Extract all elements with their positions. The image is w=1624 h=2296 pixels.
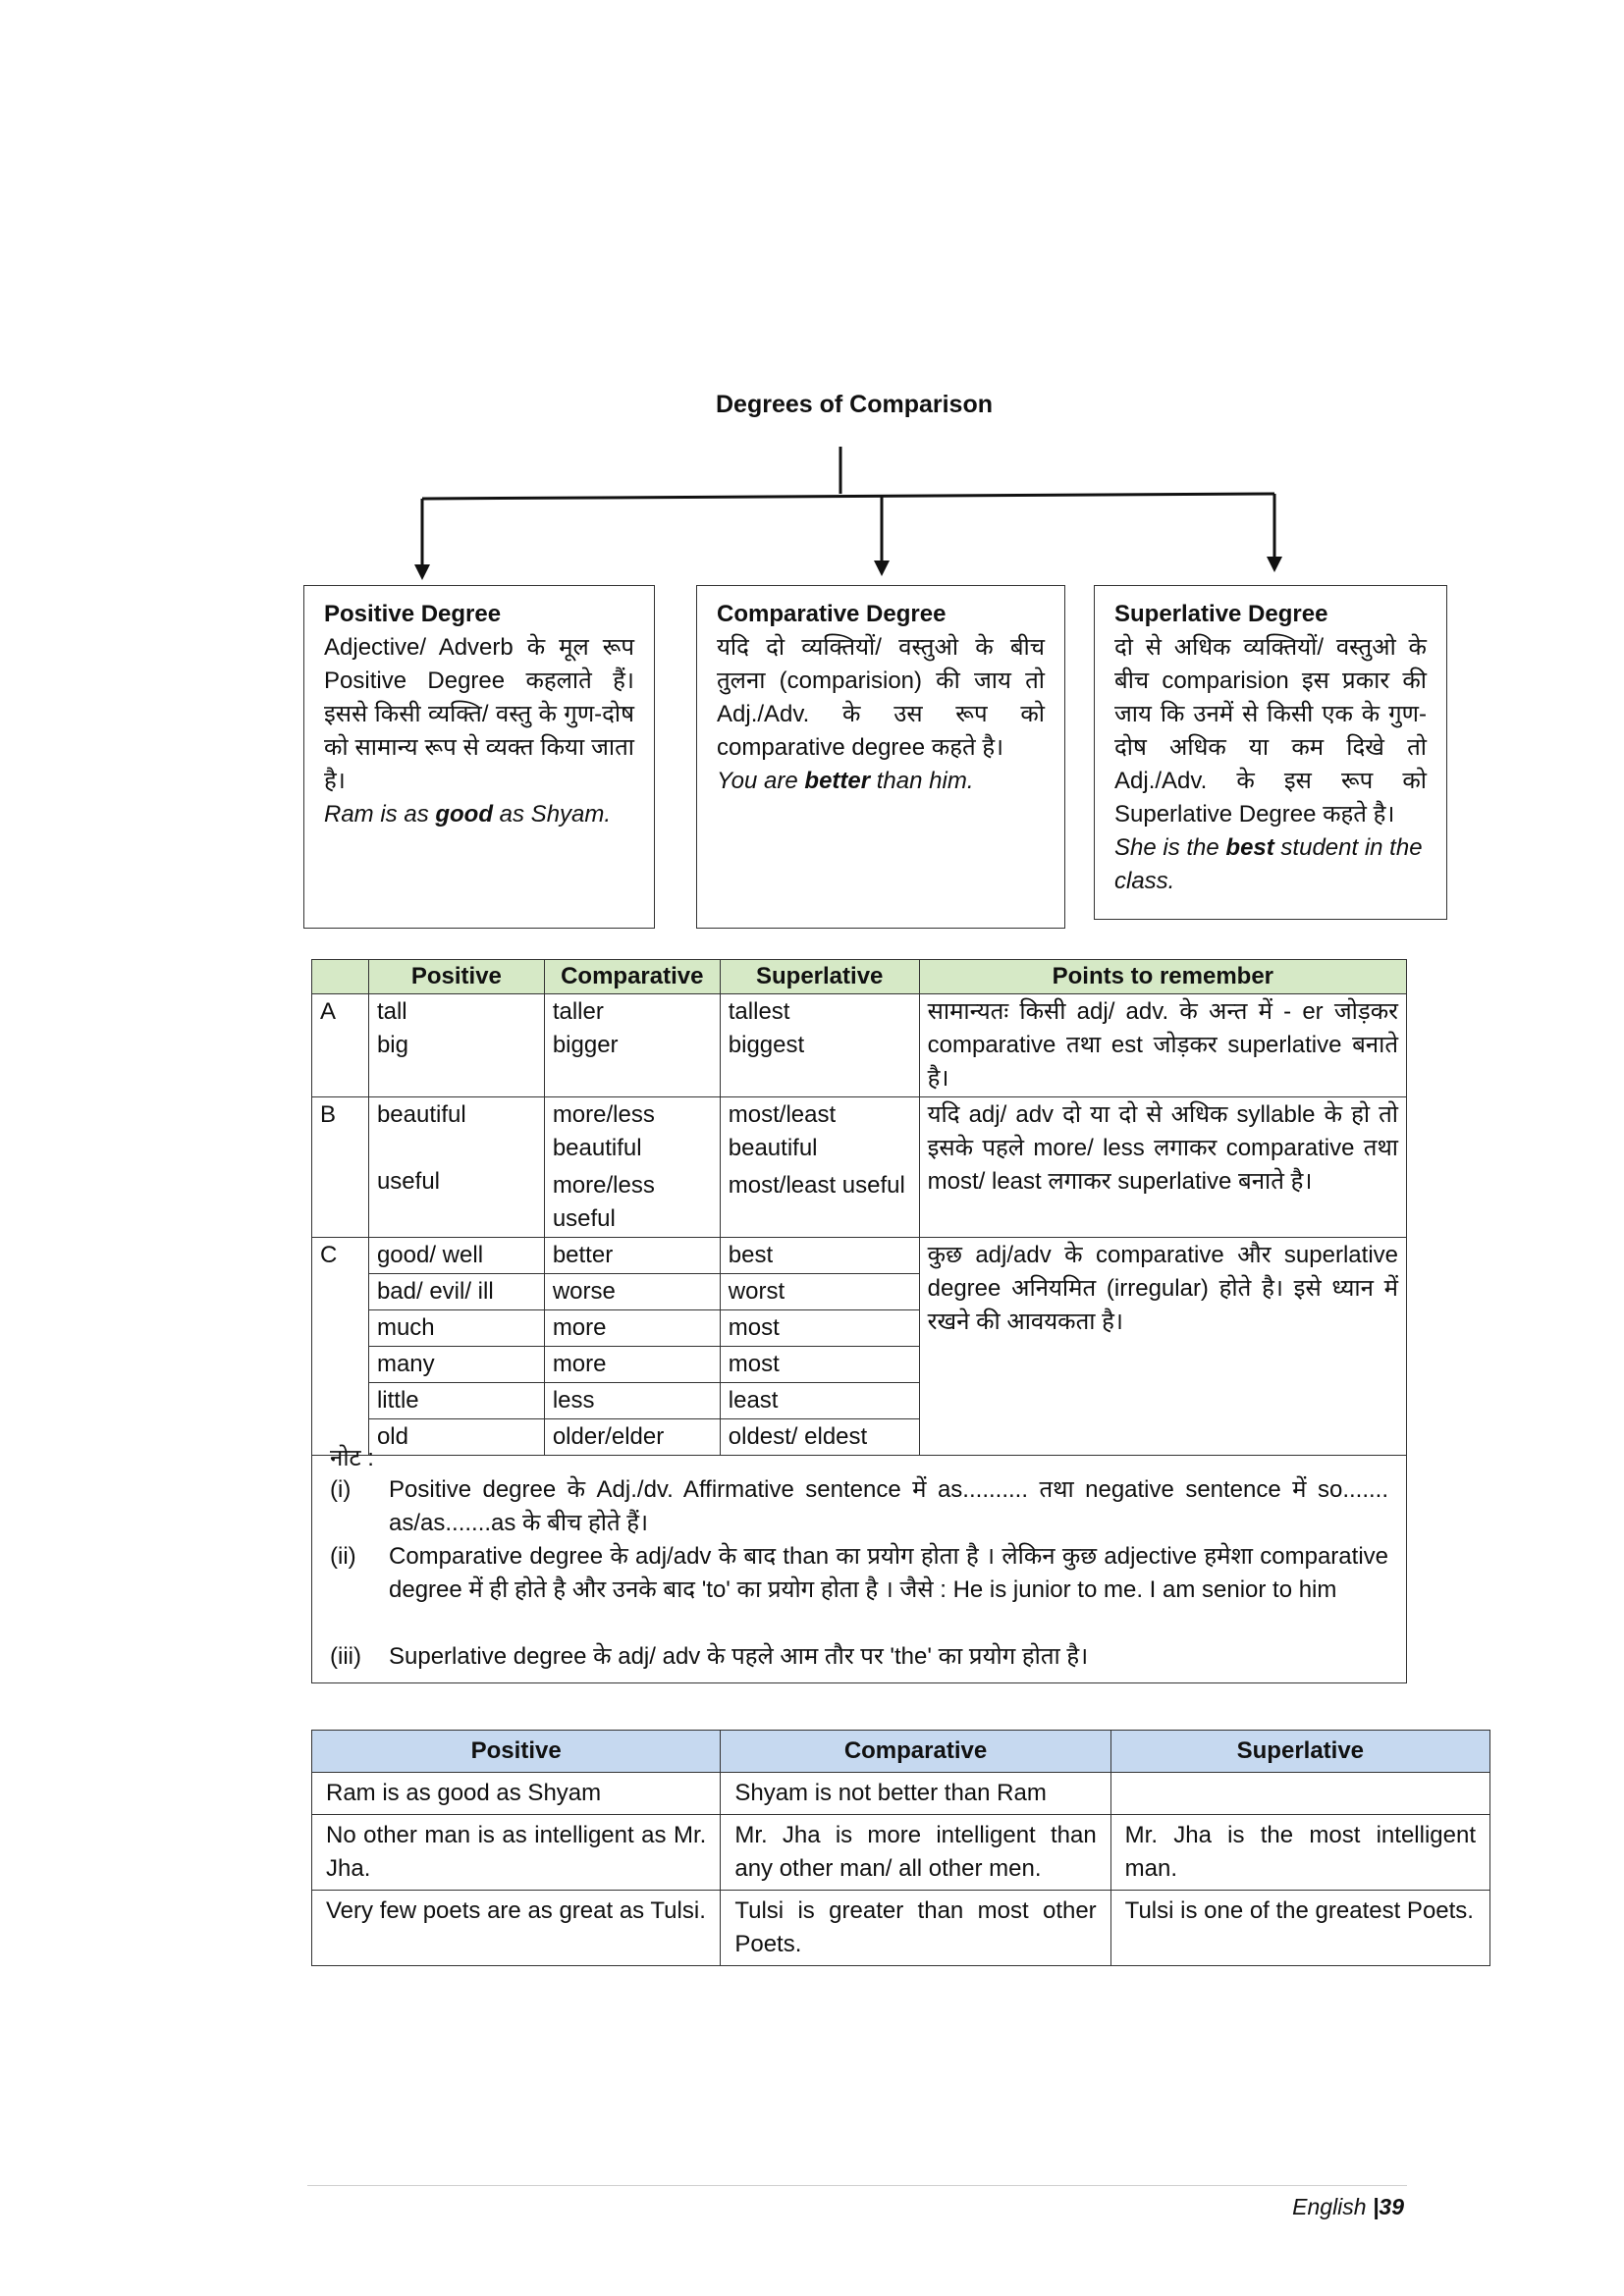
header-cell: Positive bbox=[368, 960, 544, 994]
cell: Mr. Jha is more intelligent than any other man/ all other men. bbox=[721, 1815, 1110, 1891]
degrees-table bbox=[311, 959, 1407, 1456]
table-row bbox=[312, 1773, 1490, 1815]
box-body: यदि दो व्यक्तियों/ वस्तुओ के बीच तुलना (comparision) की जाय तो Adj./Adv. के उस रूप को comparative degree कहते है। bbox=[717, 634, 1045, 761]
cell: Ram is as good as Shyam bbox=[312, 1773, 721, 1815]
cell: Tulsi is one of the greatest Poets. bbox=[1110, 1891, 1489, 1966]
superlative-degree-box bbox=[1094, 585, 1447, 920]
box-body: Adjective/ Adverb के मूल रूप Positive Degree कहलाते हैं। इससे किसी व्यक्ति/ वस्तु के गुण-दोष को सामान्य रूप से व्यक्त किया जाता है। bbox=[324, 634, 634, 794]
point-cell: यदि adj/ adv दो या दो से अधिक syllable के हो तो इसके पहले more/ less लगाकर comparative तथा most/ least लगाकर superlative बनाते है। bbox=[919, 1097, 1406, 1238]
cell: less bbox=[544, 1383, 720, 1419]
group-label: A bbox=[312, 994, 369, 1097]
cell: more bbox=[544, 1347, 720, 1383]
note-number: (iii) bbox=[330, 1643, 361, 1670]
footer-label: English bbox=[1292, 2194, 1367, 2219]
cell: oldest/ eldest bbox=[720, 1419, 919, 1456]
page-footer bbox=[1178, 2194, 1404, 2220]
page-number: |39 bbox=[1372, 2194, 1404, 2219]
cell: little bbox=[368, 1383, 544, 1419]
cell: much bbox=[368, 1310, 544, 1347]
page-title: Degrees of Comparison bbox=[715, 391, 993, 418]
cell: least bbox=[720, 1383, 919, 1419]
cell: more/less beautiful more/less useful bbox=[544, 1097, 720, 1238]
header-cell: Superlative bbox=[1110, 1731, 1489, 1773]
cell: tall big bbox=[368, 994, 544, 1097]
table-row bbox=[312, 1891, 1490, 1966]
cell: tallest biggest bbox=[720, 994, 919, 1097]
hierarchy-connector bbox=[0, 0, 1624, 609]
cell: bad/ evil/ ill bbox=[368, 1274, 544, 1310]
cell: old bbox=[368, 1419, 544, 1456]
cell: No other man is as intelligent as Mr. Jha. bbox=[312, 1815, 721, 1891]
cell bbox=[1110, 1773, 1489, 1815]
cell: most bbox=[720, 1347, 919, 1383]
note-item bbox=[330, 1540, 1388, 1640]
cell: Very few poets are as great as Tulsi. bbox=[312, 1891, 721, 1966]
cell: Shyam is not better than Ram bbox=[721, 1773, 1110, 1815]
header-cell: Superlative bbox=[720, 960, 919, 994]
note-item bbox=[330, 1473, 1388, 1540]
header-cell: Points to remember bbox=[919, 960, 1406, 994]
point-cell: सामान्यतः किसी adj/ adv. के अन्त में - er जोड़कर comparative तथा est जोड़कर superlative बनाते है। bbox=[919, 994, 1406, 1097]
table-row bbox=[312, 1238, 1407, 1274]
note-number: (ii) bbox=[330, 1543, 356, 1570]
cell: beautiful useful bbox=[368, 1097, 544, 1238]
box-example: Ram is as good as Shyam. bbox=[324, 801, 612, 828]
box-heading: Superlative Degree bbox=[1114, 601, 1328, 627]
box-example: You are better than him. bbox=[717, 768, 974, 794]
group-label: C bbox=[312, 1238, 369, 1456]
cell: most bbox=[720, 1310, 919, 1347]
note-text: Comparative degree के adj/adv के बाद than का प्रयोग होता है । लेकिन कुछ adjective हमेशा comparative degree में ही होते है और उनके बाद 'to' का प्रयोग होता है । जैसे : He is junior to me. I am senior to him bbox=[389, 1543, 1388, 1603]
box-heading: Comparative Degree bbox=[717, 601, 947, 627]
note-label: नोट : bbox=[330, 1445, 374, 1471]
cell: taller bigger bbox=[544, 994, 720, 1097]
point-cell: कुछ adj/adv के comparative और superlative degree अनियमित (irregular) होते है। इसे ध्यान में रखने की आवयकता है। bbox=[919, 1238, 1406, 1456]
cell: good/ well bbox=[368, 1238, 544, 1274]
note-item bbox=[330, 1640, 1388, 1674]
cell: Mr. Jha is the most intelligent man. bbox=[1110, 1815, 1489, 1891]
cell: worse bbox=[544, 1274, 720, 1310]
table-row bbox=[312, 1815, 1490, 1891]
examples-table bbox=[311, 1730, 1490, 1966]
comparative-degree-box bbox=[696, 585, 1065, 929]
header-cell: Comparative bbox=[544, 960, 720, 994]
box-heading: Positive Degree bbox=[324, 601, 502, 627]
cell: most/least beautiful most/least useful bbox=[720, 1097, 919, 1238]
cell: best bbox=[720, 1238, 919, 1274]
table-header-row bbox=[312, 960, 1407, 994]
group-label: B bbox=[312, 1097, 369, 1238]
table-header-row bbox=[312, 1731, 1490, 1773]
cell: Tulsi is greater than most other Poets. bbox=[721, 1891, 1110, 1966]
footer-divider bbox=[307, 2185, 1407, 2186]
cell: worst bbox=[720, 1274, 919, 1310]
header-cell: Comparative bbox=[721, 1731, 1110, 1773]
header-cell bbox=[312, 960, 369, 994]
box-body: दो से अधिक व्यक्तियों/ वस्तुओ के बीच comparision इस प्रकार की जाय कि उनमें से किसी एक के गुण-दोष अधिक या कम दिखे तो Adj./Adv. के इस रूप को Superlative Degree कहते है। bbox=[1114, 634, 1427, 828]
note-text: Positive degree के Adj./dv. Affirmative sentence में as.......... तथा negative sentence में so....... as/as.......as के बीच होते हैं। bbox=[389, 1476, 1388, 1536]
note-number: (i) bbox=[330, 1476, 352, 1503]
cell: many bbox=[368, 1347, 544, 1383]
table-row bbox=[312, 994, 1407, 1097]
note-text: Superlative degree के adj/ adv के पहले आम तौर पर 'the' का प्रयोग होता है। bbox=[389, 1643, 1089, 1670]
positive-degree-box bbox=[303, 585, 655, 929]
cell: more bbox=[544, 1310, 720, 1347]
cell: older/elder bbox=[544, 1419, 720, 1456]
note-box bbox=[311, 1445, 1407, 1683]
table-row bbox=[312, 1097, 1407, 1238]
box-example: She is the best student in the class. bbox=[1114, 834, 1423, 894]
cell: better bbox=[544, 1238, 720, 1274]
header-cell: Positive bbox=[312, 1731, 721, 1773]
